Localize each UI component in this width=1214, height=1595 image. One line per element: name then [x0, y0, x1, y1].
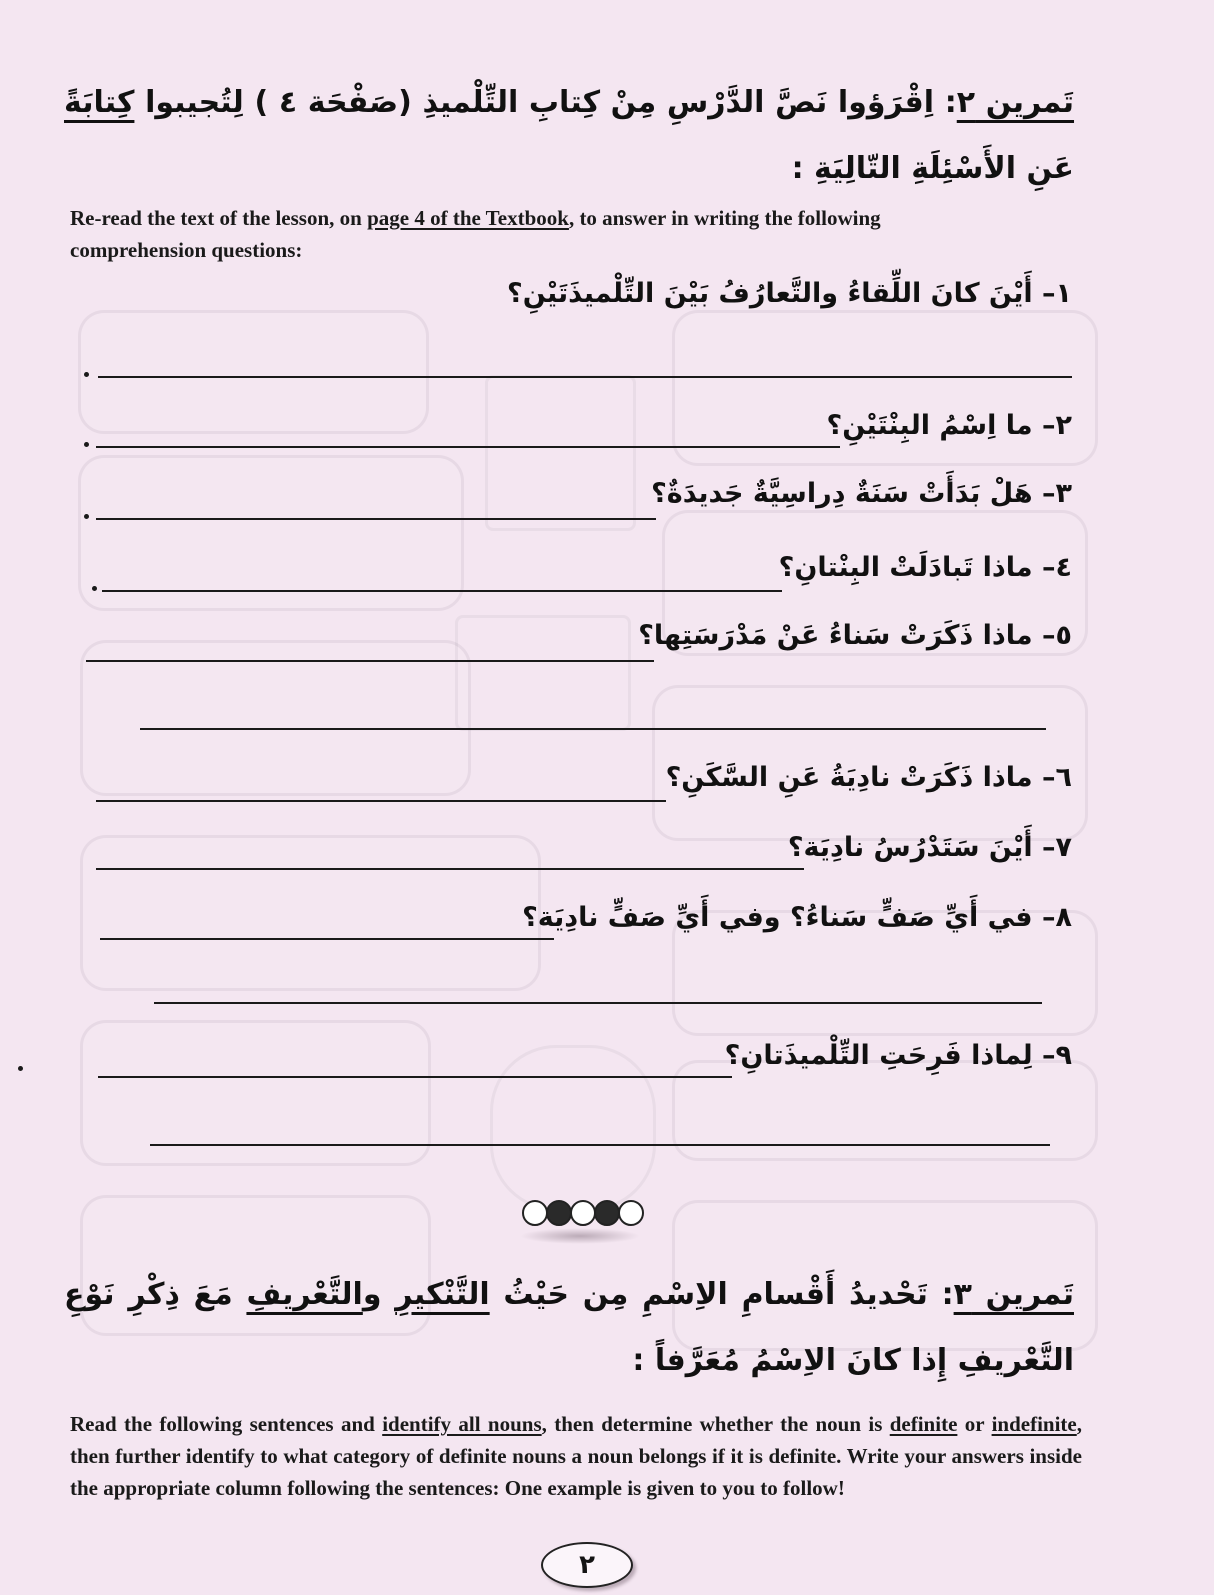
circles-separator [520, 1196, 644, 1230]
exercise-2-english-instruction [70, 202, 990, 266]
answer-line-7[interactable] [96, 868, 804, 870]
answer-dot [92, 586, 97, 591]
english-text: , then determine whether the noun is [541, 1412, 890, 1436]
ghost-bubble [78, 310, 429, 434]
ghost-picture [490, 1045, 656, 1211]
answer-line-8b[interactable] [154, 1002, 1042, 1004]
question-8: ٨– في أَيِّ صَفٍّ سَناءُ؟ وفي أَيِّ صَفٍّ نادِيَة؟ [522, 902, 1072, 933]
ghost-picture [485, 375, 636, 531]
question-1: ١– أَيْنَ كانَ اللِّقاءُ والتَّعارُفُ بَيْنَ التِّلْميذَتَيْنِ؟ [507, 278, 1072, 309]
ghost-picture [455, 615, 631, 731]
answer-dot [84, 372, 89, 377]
identify-nouns-text: identify all nouns [382, 1412, 542, 1436]
exercise-2-instruction-text: : اِقْرَؤوا نَصَّ الدَّرْسِ مِنْ كِتابِ التِّلْميذِ (صَفْحَة ٤ ) لِتُجيبوا [134, 85, 957, 120]
exercise-3-instruction [64, 1262, 1074, 1394]
definite-word: definite [889, 1412, 958, 1436]
answer-line-2[interactable] [96, 446, 840, 448]
question-2: ٢– ما اِسْمُ البِنْتَيْنِ؟ [826, 410, 1072, 441]
english-text: or [957, 1412, 992, 1436]
question-4: ٤– ماذا تَبادَلَتْ البِنْتانِ؟ [778, 552, 1072, 583]
answer-line-3[interactable] [96, 518, 656, 520]
page-number: ٢ [541, 1542, 633, 1588]
answer-line-4[interactable] [102, 590, 782, 592]
question-7: ٧– أَيْنَ سَتَدْرُسُ نادِيَة؟ [787, 832, 1072, 863]
exercise-2-instruction-text-end: عَنِ الأَسْئِلَةِ التّالِيَةِ : [791, 151, 1074, 186]
separator-shadow [520, 1228, 640, 1244]
answer-line-5[interactable] [86, 660, 654, 662]
exercise-3-english-instruction [70, 1408, 1082, 1504]
question-6: ٦– ماذا ذَكَرَتْ نادِيَةُ عَنِ السَّكَنِ؟ [665, 762, 1072, 793]
exercise-3-label: تَمرين ٣ [953, 1277, 1074, 1312]
answer-line-9b[interactable] [150, 1144, 1050, 1146]
ghost-bubble [80, 835, 541, 991]
definiteness-word: التَّعْريفِ [246, 1277, 363, 1312]
english-text-end: , to answer in writing the following comprehension questions: [70, 206, 881, 262]
exercise-3-instruction-text: : تَحْديدُ أَقْسامِ الاِسْمِ مِن حَيْثُ [489, 1277, 954, 1312]
circle-black-icon [594, 1200, 620, 1226]
conjunction-text: و [362, 1277, 396, 1312]
ghost-bubble [78, 455, 464, 611]
margin-dot [18, 1066, 23, 1071]
textbook-page-reference: page 4 of the Textbook [367, 206, 569, 230]
circle-white-icon [522, 1200, 548, 1226]
english-text: Re-read the text of the lesson, on [70, 206, 368, 230]
circle-black-icon [546, 1200, 572, 1226]
ghost-bubble [672, 310, 1098, 466]
answer-line-6[interactable] [96, 800, 666, 802]
exercise-3-instruction-text-end: مَعَ ذِكْرِ نَوْعِ التَّعْريفِ إِذا كانَ الاِسْمُ مُعَرَّفاً : [64, 1277, 1074, 1378]
answer-dot [84, 442, 89, 447]
circle-white-icon [570, 1200, 596, 1226]
answer-line-5b[interactable] [140, 728, 1046, 730]
question-9: ٩– لِماذا فَرِحَتِ التِّلْميذَتانِ؟ [724, 1040, 1072, 1071]
exercise-2-underlined-word: كِتابَةً [64, 85, 135, 120]
answer-line-9[interactable] [98, 1076, 732, 1078]
exercise-2-instruction [64, 70, 1074, 202]
answer-dot [84, 514, 89, 519]
english-text-end: , then further identify to what category of definite nouns a noun belongs if it is definite. Write your answers inside the appropriate column following the sentences: One example is given to you to follow! [70, 1412, 1082, 1500]
ghost-bubble [80, 640, 471, 796]
answer-line-8[interactable] [100, 938, 554, 940]
exercise-2-label: تَمرين ٢ [956, 85, 1075, 120]
circle-white-icon [618, 1200, 644, 1226]
indefinite-word: indefinite [991, 1412, 1077, 1436]
answer-line-1[interactable] [98, 376, 1072, 378]
indefiniteness-word: التَّنْكيرِ [395, 1277, 490, 1312]
english-text: Read the following sentences and [70, 1412, 383, 1436]
question-3: ٣– هَلْ بَدَأَتْ سَنَةٌ دِراسِيَّةٌ جَديدَةٌ؟ [651, 478, 1072, 509]
question-5: ٥– ماذا ذَكَرَتْ سَناءُ عَنْ مَدْرَسَتِها؟ [638, 620, 1072, 651]
